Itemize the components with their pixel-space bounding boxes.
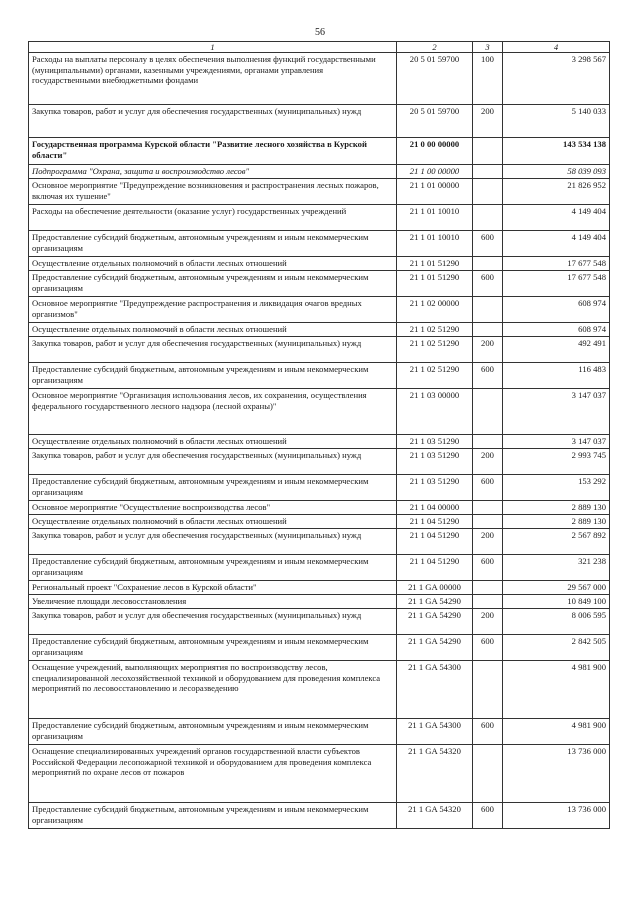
row-expense-type [473, 435, 503, 449]
row-code: 21 1 04 51290 [397, 529, 473, 555]
row-name: Осуществление отдельных полномочий в области лесных отношений [29, 323, 397, 337]
row-sum: 2 889 130 [503, 501, 610, 515]
row-expense-type [473, 323, 503, 337]
table-row [29, 105, 610, 138]
row-sum: 4 981 900 [503, 719, 610, 745]
table-row [29, 475, 610, 501]
row-sum: 321 238 [503, 555, 610, 581]
row-code: 21 1 00 00000 [397, 165, 473, 179]
row-code: 21 1 GA 54290 [397, 609, 473, 635]
row-expense-type: 600 [473, 803, 503, 829]
row-expense-type: 200 [473, 105, 503, 138]
table-row [29, 179, 610, 205]
table-row [29, 205, 610, 231]
row-name: Государственная программа Курской области "Развитие лесного хозяйства в Курской области" [29, 138, 397, 165]
row-name: Предоставление субсидий бюджетным, автономным учреждениям и иным некоммерческим организациям [29, 231, 397, 257]
row-code: 21 1 GA 54300 [397, 661, 473, 719]
row-expense-type: 100 [473, 53, 503, 105]
header-col-3: 3 [473, 42, 503, 53]
row-code: 21 1 03 51290 [397, 435, 473, 449]
row-expense-type [473, 138, 503, 165]
row-name: Оснащение учреждений, выполняющих мероприятия по воспроизводству лесов, специализированной лесохозяйственной техникой и оборудованием для проведения комплекса мероприятий по лесовосстановлению и лесоразведению [29, 661, 397, 719]
row-code: 21 1 01 10010 [397, 231, 473, 257]
row-code: 21 1 02 00000 [397, 297, 473, 323]
table-row [29, 389, 610, 435]
row-sum: 4 981 900 [503, 661, 610, 719]
row-sum: 10 849 100 [503, 595, 610, 609]
table-row [29, 581, 610, 595]
row-code: 21 1 GA 54290 [397, 635, 473, 661]
row-sum: 492 491 [503, 337, 610, 363]
row-expense-type: 200 [473, 449, 503, 475]
row-name: Осуществление отдельных полномочий в области лесных отношений [29, 435, 397, 449]
table-row [29, 53, 610, 105]
row-expense-type [473, 501, 503, 515]
row-code: 20 5 01 59700 [397, 105, 473, 138]
row-name: Расходы на обеспечение деятельности (оказание услуг) государственных учреждений [29, 205, 397, 231]
row-sum: 4 149 404 [503, 231, 610, 257]
row-sum: 4 149 404 [503, 205, 610, 231]
row-code: 21 1 GA 54320 [397, 745, 473, 803]
table-row [29, 297, 610, 323]
row-expense-type: 200 [473, 337, 503, 363]
row-sum: 3 298 567 [503, 53, 610, 105]
row-name: Закупка товаров, работ и услуг для обеспечения государственных (муниципальных) нужд [29, 529, 397, 555]
row-sum: 13 736 000 [503, 803, 610, 829]
row-code: 21 1 02 51290 [397, 323, 473, 337]
table-row [29, 555, 610, 581]
row-code: 21 1 03 00000 [397, 389, 473, 435]
row-sum: 29 567 000 [503, 581, 610, 595]
table-row [29, 165, 610, 179]
page-number: 56 [315, 27, 325, 38]
table-row [29, 515, 610, 529]
row-name: Закупка товаров, работ и услуг для обеспечения государственных (муниципальных) нужд [29, 337, 397, 363]
header-col-2: 2 [397, 42, 473, 53]
table-row [29, 449, 610, 475]
row-sum: 608 974 [503, 323, 610, 337]
row-sum: 2 567 892 [503, 529, 610, 555]
row-name: Предоставление субсидий бюджетным, автономным учреждениям и иным некоммерческим организациям [29, 635, 397, 661]
row-expense-type: 200 [473, 609, 503, 635]
table-row [29, 363, 610, 389]
row-name: Основное мероприятие "Осуществление воспроизводства лесов" [29, 501, 397, 515]
row-sum: 153 292 [503, 475, 610, 501]
row-sum: 3 147 037 [503, 389, 610, 435]
row-name: Осуществление отдельных полномочий в области лесных отношений [29, 515, 397, 529]
table-row [29, 271, 610, 297]
row-name: Основное мероприятие "Предупреждение распространения и ликвидация очагов вредных организмов" [29, 297, 397, 323]
row-name: Предоставление субсидий бюджетным, автономным учреждениям и иным некоммерческим организациям [29, 719, 397, 745]
row-name: Предоставление субсидий бюджетным, автономным учреждениям и иным некоммерческим организациям [29, 475, 397, 501]
row-sum: 13 736 000 [503, 745, 610, 803]
table-row [29, 529, 610, 555]
row-sum: 2 993 745 [503, 449, 610, 475]
row-expense-type [473, 165, 503, 179]
row-expense-type [473, 581, 503, 595]
row-code: 21 1 04 51290 [397, 555, 473, 581]
row-name: Увеличение площади лесовосстановления [29, 595, 397, 609]
row-code: 21 0 00 00000 [397, 138, 473, 165]
row-code: 21 1 03 51290 [397, 475, 473, 501]
row-sum: 116 483 [503, 363, 610, 389]
table-row [29, 337, 610, 363]
row-sum: 3 147 037 [503, 435, 610, 449]
row-code: 21 1 01 51290 [397, 257, 473, 271]
row-expense-type: 600 [473, 719, 503, 745]
row-code: 21 1 01 00000 [397, 179, 473, 205]
budget-table [28, 41, 610, 829]
header-col-1: 1 [29, 42, 397, 53]
table-row [29, 719, 610, 745]
row-name: Осуществление отдельных полномочий в области лесных отношений [29, 257, 397, 271]
row-expense-type [473, 389, 503, 435]
row-code: 21 1 03 51290 [397, 449, 473, 475]
row-expense-type: 600 [473, 475, 503, 501]
row-name: Предоставление субсидий бюджетным, автономным учреждениям и иным некоммерческим организациям [29, 271, 397, 297]
row-code: 21 1 02 51290 [397, 337, 473, 363]
row-name: Расходы на выплаты персоналу в целях обеспечения выполнения функций государственными (муниципальными) органами, казенными учреждениями, органами управления государственными внебюджетными фондами [29, 53, 397, 105]
row-sum: 5 140 033 [503, 105, 610, 138]
row-expense-type [473, 595, 503, 609]
row-sum: 143 534 138 [503, 138, 610, 165]
row-name: Закупка товаров, работ и услуг для обеспечения государственных (муниципальных) нужд [29, 449, 397, 475]
row-sum: 2 889 130 [503, 515, 610, 529]
table-row [29, 595, 610, 609]
row-sum: 58 039 093 [503, 165, 610, 179]
row-name: Закупка товаров, работ и услуг для обеспечения государственных (муниципальных) нужд [29, 609, 397, 635]
row-name: Предоставление субсидий бюджетным, автономным учреждениям и иным некоммерческим организациям [29, 555, 397, 581]
row-expense-type [473, 257, 503, 271]
header-col-4: 4 [503, 42, 610, 53]
row-expense-type [473, 205, 503, 231]
row-name: Оснащение специализированных учреждений органов государственной власти субъектов Российской Федерации лесопожарной техникой и оборудованием для проведения комплекса мероприятий по охране лесов от пожаров [29, 745, 397, 803]
row-code: 20 5 01 59700 [397, 53, 473, 105]
row-name: Закупка товаров, работ и услуг для обеспечения государственных (муниципальных) нужд [29, 105, 397, 138]
table-row [29, 635, 610, 661]
row-code: 21 1 GA 54320 [397, 803, 473, 829]
row-code: 21 1 01 51290 [397, 271, 473, 297]
row-sum: 608 974 [503, 297, 610, 323]
row-name: Основное мероприятие "Предупреждение возникновения и распространения лесных пожаров, включая их тушение" [29, 179, 397, 205]
row-name: Основное мероприятие "Организация использования лесов, их сохранения, осуществления федерального государственного лесного надзора (лесной охраны)" [29, 389, 397, 435]
row-code: 21 1 GA 00000 [397, 581, 473, 595]
row-sum: 8 006 595 [503, 609, 610, 635]
row-sum: 2 842 505 [503, 635, 610, 661]
row-expense-type [473, 745, 503, 803]
table-row [29, 435, 610, 449]
row-expense-type: 600 [473, 231, 503, 257]
table-row [29, 661, 610, 719]
table-header-row [29, 42, 610, 53]
row-code: 21 1 01 10010 [397, 205, 473, 231]
row-code: 21 1 GA 54290 [397, 595, 473, 609]
row-name: Предоставление субсидий бюджетным, автономным учреждениям и иным некоммерческим организациям [29, 363, 397, 389]
row-code: 21 1 04 51290 [397, 515, 473, 529]
row-expense-type: 600 [473, 635, 503, 661]
table-row [29, 501, 610, 515]
row-name: Предоставление субсидий бюджетным, автономным учреждениям и иным некоммерческим организациям [29, 803, 397, 829]
row-expense-type: 200 [473, 529, 503, 555]
table-row [29, 323, 610, 337]
row-expense-type [473, 661, 503, 719]
row-expense-type: 600 [473, 271, 503, 297]
table-row [29, 257, 610, 271]
row-code: 21 1 04 00000 [397, 501, 473, 515]
row-expense-type [473, 515, 503, 529]
row-name: Подпрограмма "Охрана, защита и воспроизводство лесов" [29, 165, 397, 179]
table-row [29, 231, 610, 257]
row-expense-type [473, 179, 503, 205]
row-expense-type: 600 [473, 555, 503, 581]
row-code: 21 1 GA 54300 [397, 719, 473, 745]
row-sum: 17 677 548 [503, 257, 610, 271]
row-name: Региональный проект "Сохранение лесов в Курской области" [29, 581, 397, 595]
row-code: 21 1 02 51290 [397, 363, 473, 389]
table-row [29, 609, 610, 635]
row-expense-type [473, 297, 503, 323]
row-sum: 17 677 548 [503, 271, 610, 297]
table-row [29, 745, 610, 803]
table-row [29, 803, 610, 829]
row-sum: 21 826 952 [503, 179, 610, 205]
row-expense-type: 600 [473, 363, 503, 389]
table-row [29, 138, 610, 165]
